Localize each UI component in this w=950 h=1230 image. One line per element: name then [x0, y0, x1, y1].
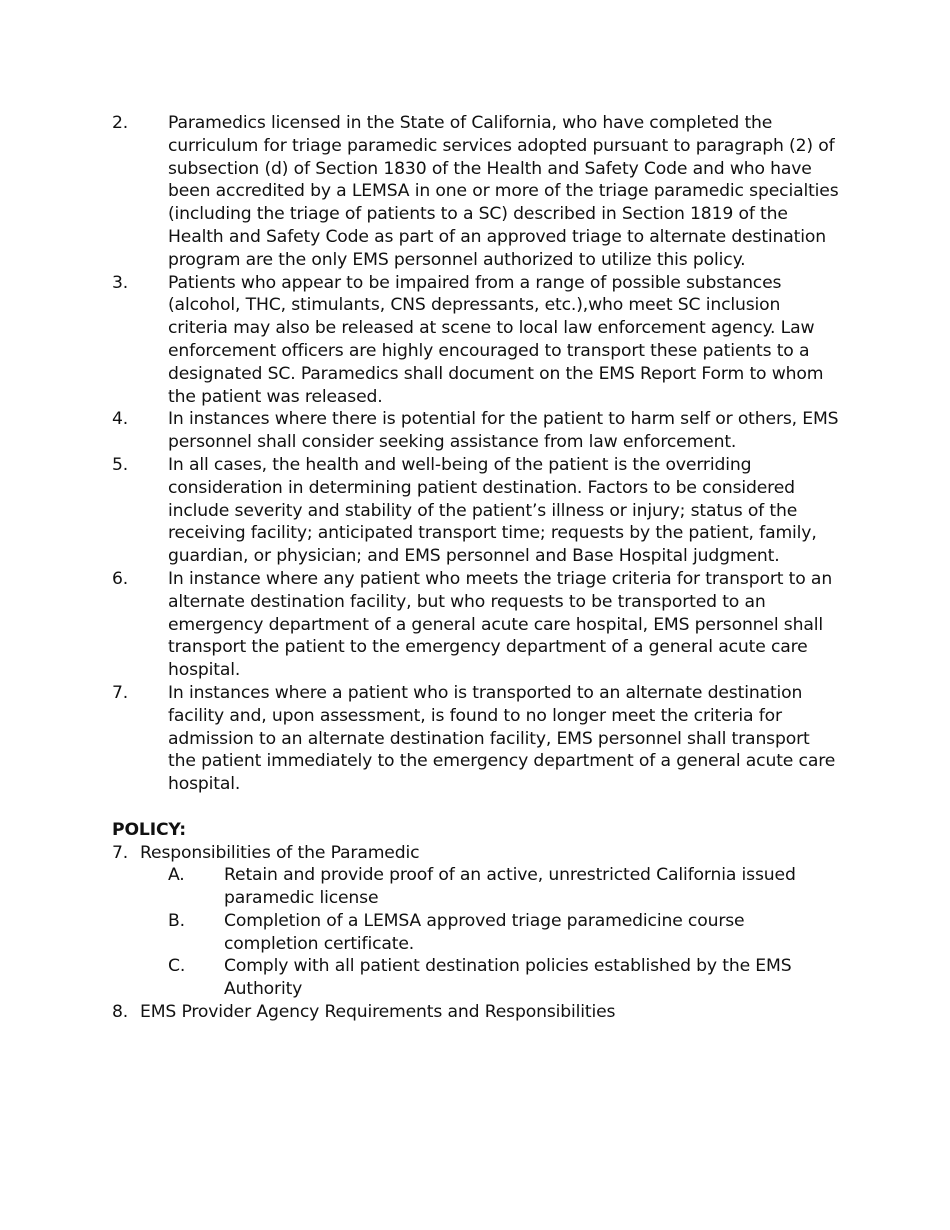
- sub-letter: B.: [168, 910, 185, 931]
- list-number: 2.: [112, 113, 129, 133]
- policy-sub-item-c: [168, 955, 842, 1001]
- list-text: Paramedics licensed in the State of California, who have completed the curriculum for triage paramedic services adopted pursuant to paragraph (2) of subsection (d) of Section 1830 of the Health and Safety Code and who have been accredited by a LEMSA in one or more of the triage paramedic specialties (including the triage of patients to a SC) described in Section 1819 of the Health and Safety Code as part of an approved triage to alternate destination program are the only EMS personnel authorized to utilize this policy.: [168, 113, 839, 270]
- policy-sub-item-b: [168, 910, 842, 956]
- sub-text: Retain and provide proof of an active, unrestricted California issued paramedic license: [224, 865, 796, 909]
- policy-item-8: [112, 1001, 842, 1024]
- policy-sub-item-a: [168, 864, 842, 910]
- list-number: 3.: [112, 272, 129, 293]
- list-item-2: [112, 112, 842, 272]
- policy-heading: POLICY:: [112, 819, 186, 840]
- list-number: 6.: [112, 568, 129, 589]
- policy-text: Responsibilities of the Paramedic: [140, 842, 420, 863]
- list-text: In instances where there is potential for the patient to harm self or others, EMS personnel shall consider seeking assistance from law enforcement.: [168, 409, 839, 453]
- sub-letter: C.: [168, 956, 186, 977]
- policy-item-7: [112, 842, 842, 865]
- policy-text: EMS Provider Agency Requirements and Responsibilities: [140, 1002, 616, 1023]
- list-item-6: [112, 568, 842, 682]
- list-item-3: [112, 272, 842, 409]
- list-number: 7.: [112, 682, 129, 703]
- list-item-4: [112, 408, 842, 454]
- list-item-7: [112, 682, 842, 796]
- list-item-5: [112, 454, 842, 568]
- list-text: In instances where a patient who is transported to an alternate destination facility and, upon assessment, is found to no longer meet the criteria for admission to an alternate destination facility, EMS personnel shall transport the patient immediately to the emergency department of a general acute care hospital.: [168, 682, 836, 795]
- list-number: 4.: [112, 409, 129, 430]
- list-number: 5.: [112, 454, 129, 475]
- sub-text: Completion of a LEMSA approved triage paramedicine course completion certificate.: [224, 910, 745, 954]
- list-text: In all cases, the health and well-being of the patient is the overriding consideration in determining patient destination. Factors to be considered include severity and stability of the patient’s illness or injury; status of the receiving facility; anticipated transport time; requests by the patient, family, guardian, or physician; and EMS personnel and Base Hospital judgment.: [168, 454, 817, 567]
- sub-text: Comply with all patient destination policies established by the EMS Authority: [224, 956, 792, 1000]
- policy-number: 8.: [112, 1002, 129, 1023]
- sub-letter: A.: [168, 865, 185, 886]
- policy-number: 7.: [112, 842, 129, 863]
- list-text: In instance where any patient who meets the triage criteria for transport to an alternate destination facility, but who requests to be transported to an emergency department of a general acute care hospital, EMS personnel shall transport the patient to the emergency department of a general acute care hospital.: [168, 568, 833, 681]
- list-text: Patients who appear to be impaired from a range of possible substances (alcohol, THC, stimulants, CNS depressants, etc.),who meet SC inclusion criteria may also be released at scene to local law enforcement agency. Law enforcement officers are highly encouraged to transport these patients to a designated SC. Paramedics shall document on the EMS Report Form to whom the patient was released.: [168, 272, 824, 407]
